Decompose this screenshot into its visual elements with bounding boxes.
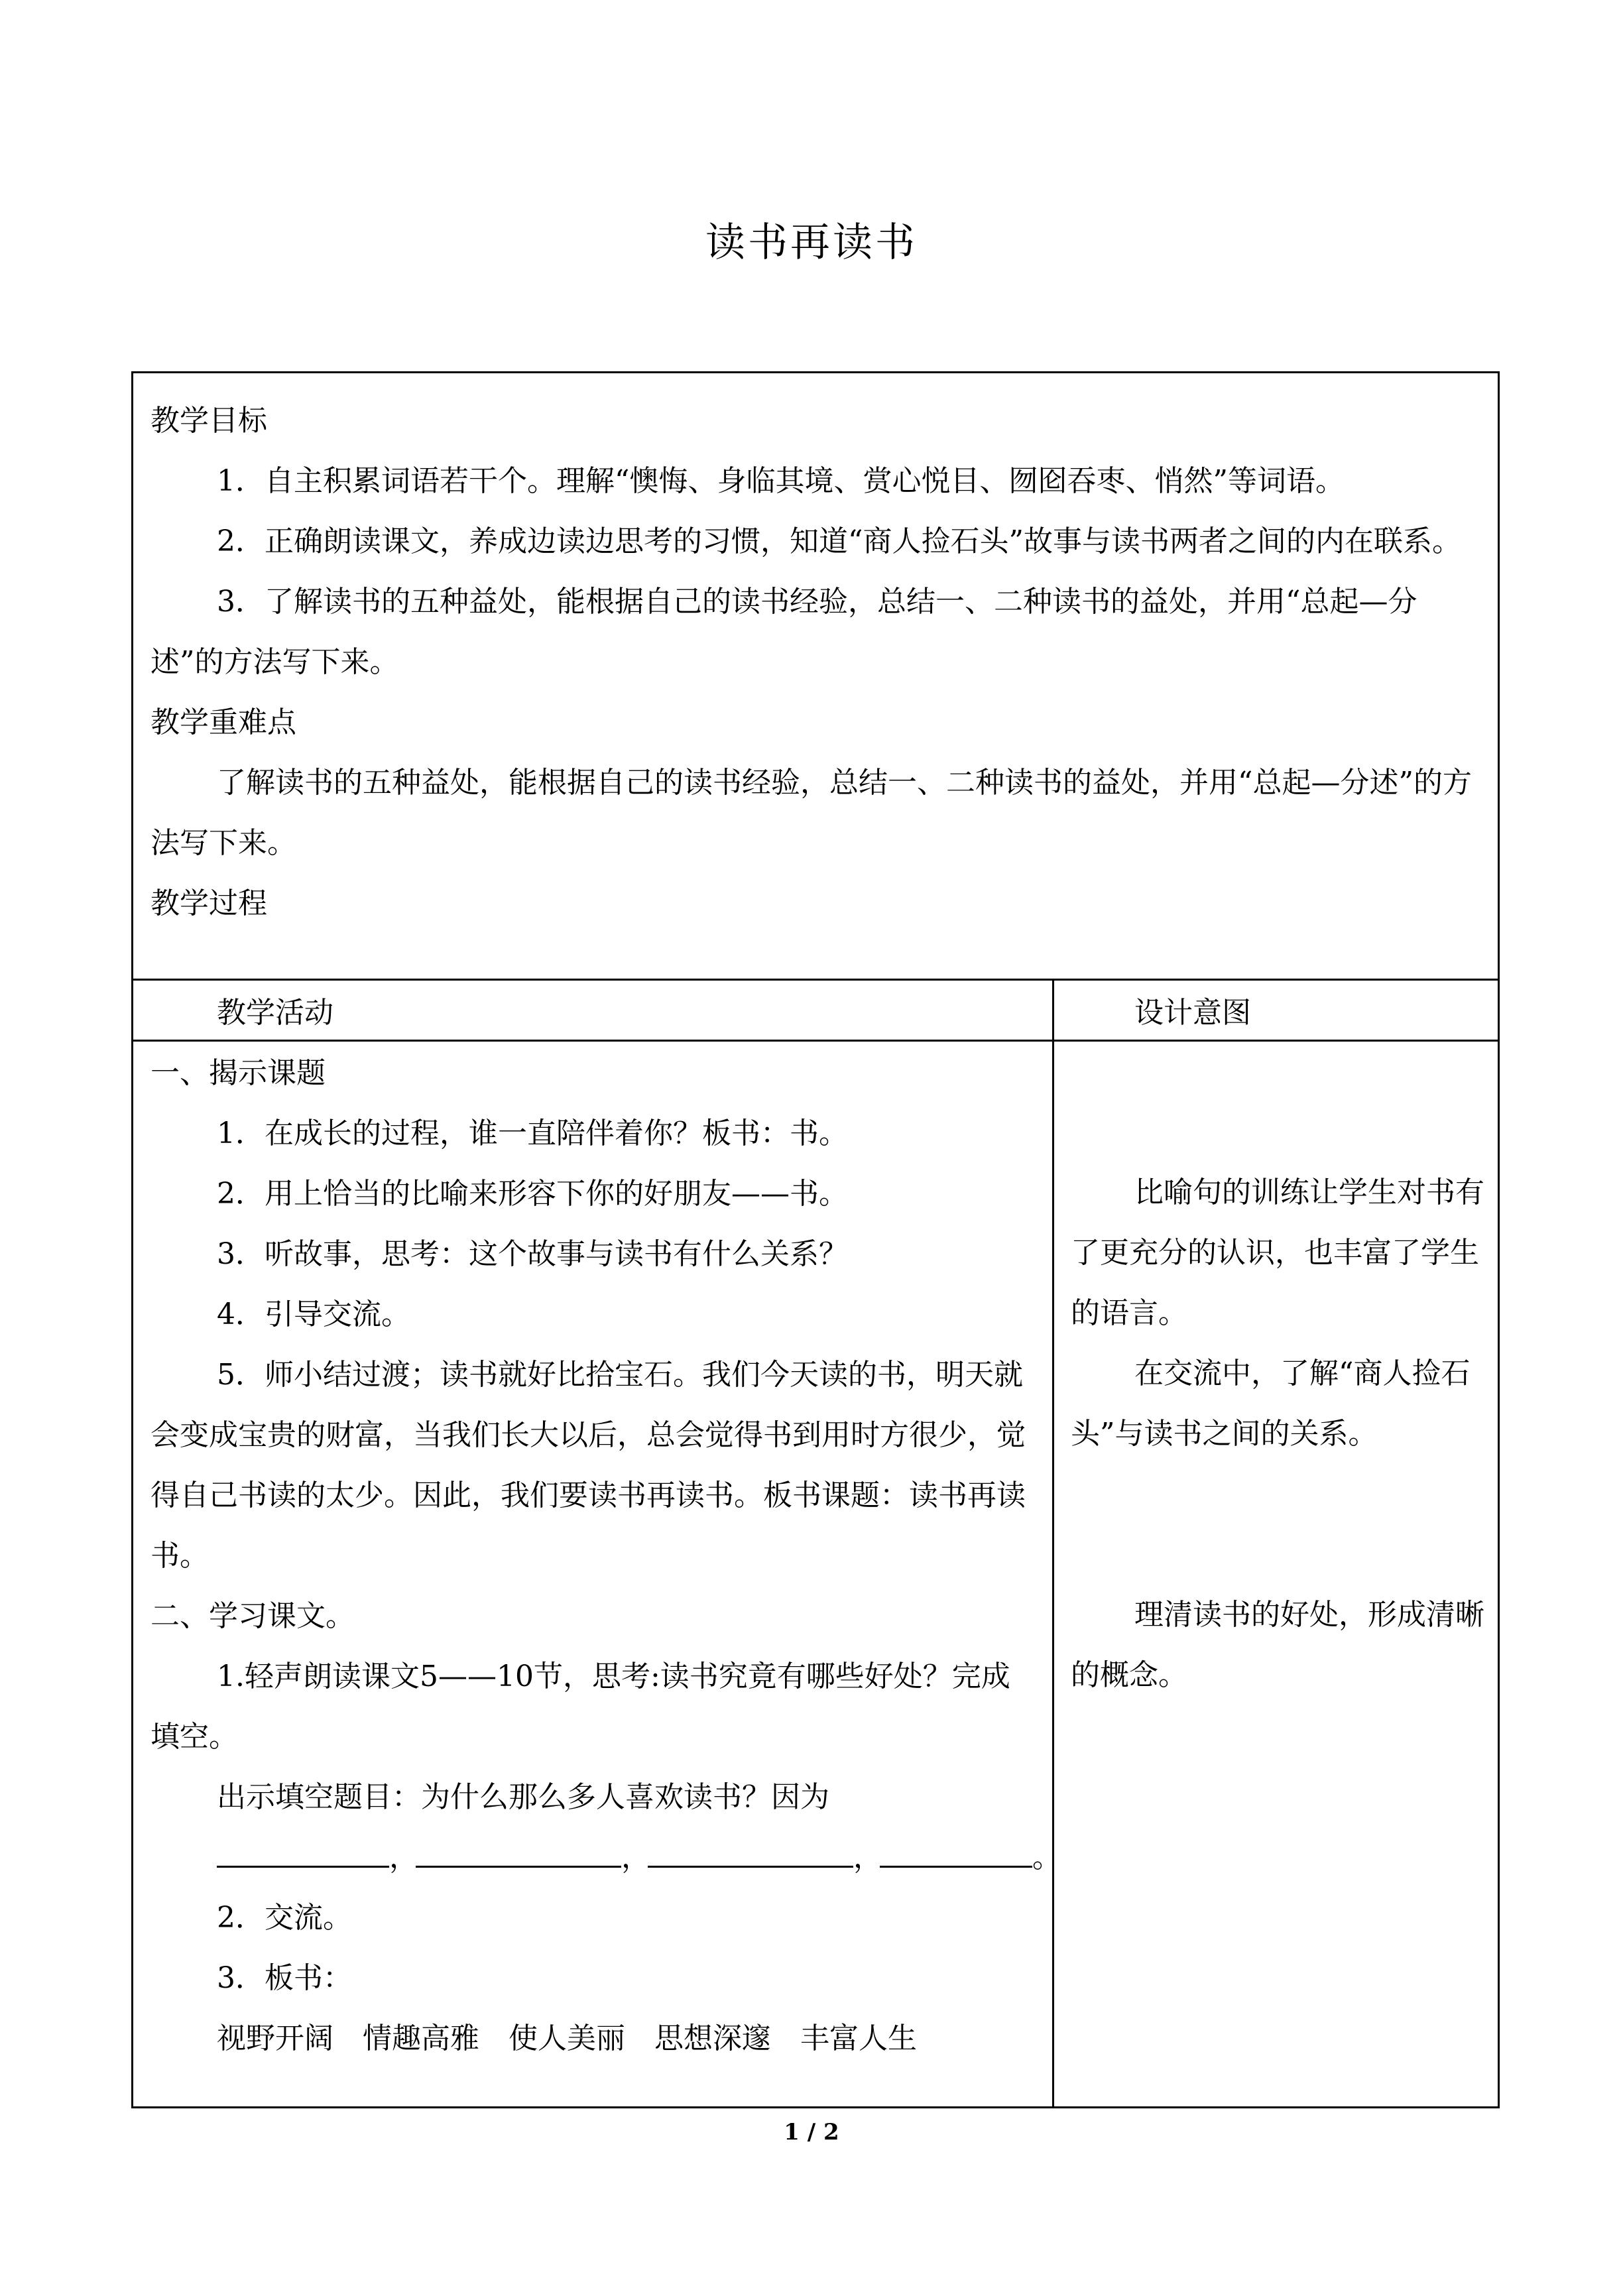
blank-end: 。 [1032,1841,1061,1874]
blank-segment [648,1827,853,1868]
blank-segment [880,1827,1032,1868]
activity-item: 5．师小结过渡；读书就好比拾宝石。我们今天读的书，明天就会变成宝贵的财富，当我们长大以后，总会觉得书到用时方很少，觉得自己书读的太少。因此，我们要读书再读书。板书课题：读书再读书。 [150,1358,1026,1573]
blank-segment [416,1827,621,1868]
objective-item: 2．正确朗读课文，养成边读边思考的习惯，知道“商人捡石头”故事与读书两者之间的内在联系。 [217,524,1461,558]
activity-item: 1．在成长的过程，谁一直陪伴着你？板书：书。 [217,1117,848,1150]
activity-item: 2．交流。 [217,1901,352,1935]
process-heading: 教学过程 [150,886,267,920]
table-divider [133,979,1498,981]
activity-item: 4．引导交流。 [217,1298,410,1331]
board-word: 思想深邃 [654,2022,771,2055]
board-word: 丰富人生 [800,2022,917,2055]
activity-item: 3．听故事，思考：这个故事与读书有什么关系？ [217,1237,848,1271]
section-heading: 一、揭示课题 [150,1056,326,1090]
design-note: 在交流中，了解“商人捡石头”与读书之间的关系。 [1071,1357,1471,1451]
key-points-text: 了解读书的五种益处，能根据自己的读书经验，总结一、二种读书的益处，并用“总起—分述”的方法写下来。 [150,766,1472,860]
board-word: 情趣高雅 [363,2022,479,2055]
section-heading: 二、学习课文。 [150,1599,355,1633]
objective-item: 3．了解读书的五种益处，能根据自己的读书经验，总结一、二种读书的益处，并用“总起—分述”的方法写下来。 [150,585,1417,679]
board-word: 使人美丽 [509,2022,625,2055]
column-header-activity: 教学活动 [217,996,333,1030]
lesson-table [131,371,1500,2108]
blank-separator: ， [389,1841,418,1874]
design-note: 比喻句的训练让学生对书有了更充分的认识，也丰富了学生的语言。 [1071,1176,1484,1330]
objective-item: 1．自主积累词语若干个。理解“懊悔、身临其境、赏心悦目、囫囵吞枣、悄然”等词语。 [217,464,1345,498]
lesson-overview [133,373,1498,981]
blank-separator: ， [853,1841,882,1874]
design-column [1071,1162,1488,1705]
page-title: 读书再读书 [705,219,918,266]
activities-column [150,1043,1061,2069]
board-word: 视野开阔 [217,2022,333,2055]
key-points-heading: 教学重难点 [150,705,296,739]
page-number: 1 / 2 [784,2119,839,2145]
column-divider [1052,979,1054,2106]
blank-segment [217,1827,389,1868]
fill-blank-line [150,1827,1061,1888]
objectives-heading: 教学目标 [150,404,267,438]
column-header-design: 设计意图 [1134,996,1251,1030]
activity-item: 1.轻声朗读课文5——10节，思考:读书究竟有哪些好处？完成填空。 [150,1660,1010,1754]
activity-item: 3．板书： [217,1961,352,1995]
activity-item: 2．用上恰当的比喻来形容下你的好朋友——书。 [217,1177,848,1211]
design-note: 理清读书的好处，形成清晰的概念。 [1071,1598,1484,1692]
board-words [150,2008,1039,2069]
blank-separator: ， [621,1841,650,1874]
table-header-divider [133,1040,1498,1042]
fill-prompt: 出示填空题目：为什么那么多人喜欢读书？因为 [217,1780,829,1814]
